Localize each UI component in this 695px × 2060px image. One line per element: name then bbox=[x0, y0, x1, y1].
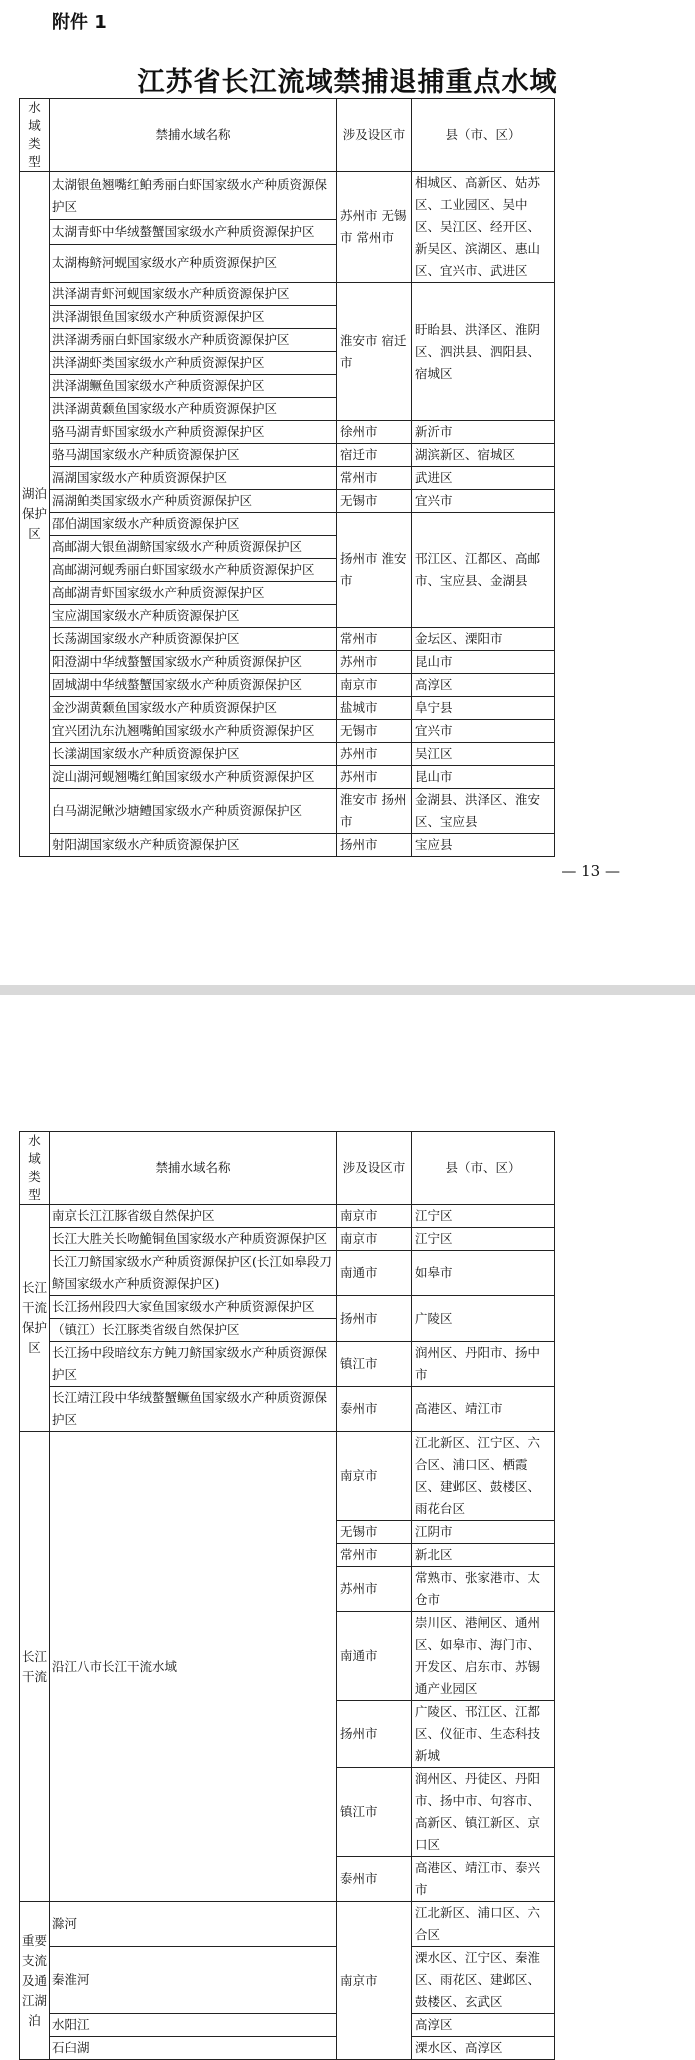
water-name-cell: 射阳湖国家级水产种质资源保护区 bbox=[50, 834, 337, 857]
city-cell: 常州市 bbox=[337, 467, 412, 490]
table-body-part1 bbox=[20, 172, 555, 857]
county-cell: 江宁区 bbox=[412, 1205, 555, 1228]
city-cell: 淮安市 扬州市 bbox=[337, 789, 412, 834]
city-cell: 南京市 bbox=[337, 1432, 412, 1521]
water-name-cell: 太湖梅鲚河蚬国家级水产种质资源保护区 bbox=[50, 244, 337, 282]
page-separator bbox=[0, 985, 695, 995]
header-city: 涉及设区市 bbox=[337, 99, 412, 172]
water-name-cell: 洪泽湖秀丽白虾国家级水产种质资源保护区 bbox=[50, 329, 337, 352]
county-cell: 新北区 bbox=[412, 1544, 555, 1567]
table-row bbox=[20, 674, 555, 697]
table-row bbox=[20, 490, 555, 513]
county-cell: 常熟市、张家港市、太仓市 bbox=[412, 1567, 555, 1612]
city-cell: 苏州市 bbox=[337, 766, 412, 789]
water-type-cell: 长江干流保护区 bbox=[20, 1205, 50, 1432]
county-cell: 宜兴市 bbox=[412, 720, 555, 743]
city-cell: 无锡市 bbox=[337, 1521, 412, 1544]
table-row bbox=[20, 628, 555, 651]
attachment-label: 附件 1 bbox=[52, 12, 107, 33]
county-cell: 湖滨新区、宿城区 bbox=[412, 444, 555, 467]
water-name-cell: 淀山湖河蚬翘嘴红鲌国家级水产种质资源保护区 bbox=[50, 766, 337, 789]
table-row bbox=[20, 1228, 555, 1251]
city-cell: 镇江市 bbox=[337, 1768, 412, 1857]
document-page-2 bbox=[0, 995, 695, 2055]
water-name-cell: 南京长江江豚省级自然保护区 bbox=[50, 1205, 337, 1228]
water-type-cell: 长江干流 bbox=[20, 1432, 50, 1902]
city-cell: 南京市 bbox=[337, 1902, 412, 2060]
water-type-cell: 湖泊保护区 bbox=[20, 172, 50, 857]
city-cell: 南京市 bbox=[337, 674, 412, 697]
page-number: — 13 — bbox=[561, 862, 620, 880]
county-cell: 崇川区、港闸区、通州区、如皋市、海门市、开发区、启东市、苏锡通产业园区 bbox=[412, 1612, 555, 1701]
table-row bbox=[20, 1387, 555, 1432]
county-cell: 金湖县、洪泽区、淮安区、宝应县 bbox=[412, 789, 555, 834]
table-row bbox=[20, 1296, 555, 1319]
county-cell: 广陵区 bbox=[412, 1296, 555, 1342]
county-cell: 润州区、丹阳市、扬中市 bbox=[412, 1342, 555, 1387]
county-cell: 金坛区、溧阳市 bbox=[412, 628, 555, 651]
water-name-cell: 高邮湖青虾国家级水产种质资源保护区 bbox=[50, 582, 337, 605]
header-county: 县（市、区） bbox=[412, 99, 555, 172]
document-title: 江苏省长江流域禁捕退捕重点水域 bbox=[137, 67, 558, 98]
water-name-cell: 滁河 bbox=[50, 1902, 337, 1947]
water-name-cell: 高邮湖大银鱼湖鲚国家级水产种质资源保护区 bbox=[50, 536, 337, 559]
city-cell: 扬州市 bbox=[337, 834, 412, 857]
city-cell: 镇江市 bbox=[337, 1342, 412, 1387]
water-name-cell: 长江靖江段中华绒螯蟹鳜鱼国家级水产种质资源保护区 bbox=[50, 1387, 337, 1432]
header-water-name: 禁捕水域名称 bbox=[50, 99, 337, 172]
county-cell: 溧水区、江宁区、秦淮区、雨花区、建邺区、鼓楼区、玄武区 bbox=[412, 1947, 555, 2014]
county-cell: 盱眙县、洪泽区、淮阴区、泗洪县、泗阳县、宿城区 bbox=[412, 283, 555, 421]
fishing-ban-table-part2 bbox=[19, 1131, 555, 2060]
city-cell: 苏州市 无锡市 常州市 bbox=[337, 172, 412, 283]
water-name-cell: 骆马湖国家级水产种质资源保护区 bbox=[50, 444, 337, 467]
city-cell: 常州市 bbox=[337, 628, 412, 651]
water-name-cell: 秦淮河 bbox=[50, 1947, 337, 2014]
county-cell: 高淳区 bbox=[412, 2014, 555, 2037]
county-cell: 高港区、靖江市 bbox=[412, 1387, 555, 1432]
water-name-cell: 洪泽湖黄颡鱼国家级水产种质资源保护区 bbox=[50, 398, 337, 421]
water-name-cell: 水阳江 bbox=[50, 2014, 337, 2037]
table-row bbox=[20, 513, 555, 536]
county-cell: 广陵区、邗江区、江都区、仪征市、生态科技新城 bbox=[412, 1701, 555, 1768]
header-water-type: 水域类型 bbox=[20, 99, 50, 172]
water-name-cell: 宜兴团氿东氿翘嘴鲌国家级水产种质资源保护区 bbox=[50, 720, 337, 743]
water-name-cell: 长江扬中段暗纹东方鲀刀鲚国家级水产种质资源保护区 bbox=[50, 1342, 337, 1387]
table-row bbox=[20, 444, 555, 467]
county-cell: 吴江区 bbox=[412, 743, 555, 766]
water-name-cell: 石臼湖 bbox=[50, 2037, 337, 2060]
water-name-cell: 长荡湖国家级水产种质资源保护区 bbox=[50, 628, 337, 651]
county-cell: 江北新区、浦口区、六合区 bbox=[412, 1902, 555, 1947]
table-header-row bbox=[20, 1132, 555, 1205]
water-name-cell: 邵伯湖国家级水产种质资源保护区 bbox=[50, 513, 337, 536]
table-row bbox=[20, 1342, 555, 1387]
water-name-cell: 洪泽湖青虾河蚬国家级水产种质资源保护区 bbox=[50, 283, 337, 306]
water-name-cell: 滆湖鲌类国家级水产种质资源保护区 bbox=[50, 490, 337, 513]
county-cell: 昆山市 bbox=[412, 651, 555, 674]
city-cell: 扬州市 bbox=[337, 1296, 412, 1342]
header-water-type: 水域类型 bbox=[20, 1132, 50, 1205]
county-cell: 昆山市 bbox=[412, 766, 555, 789]
document-page-1 bbox=[0, 0, 695, 985]
water-name-cell: 金沙湖黄颡鱼国家级水产种质资源保护区 bbox=[50, 697, 337, 720]
county-cell: 江阴市 bbox=[412, 1521, 555, 1544]
county-cell: 润州区、丹徒区、丹阳市、扬中市、句容市、高新区、镇江新区、京口区 bbox=[412, 1768, 555, 1857]
city-cell: 苏州市 bbox=[337, 651, 412, 674]
water-name-cell: 白马湖泥鳅沙塘鳢国家级水产种质资源保护区 bbox=[50, 789, 337, 834]
city-cell: 无锡市 bbox=[337, 490, 412, 513]
county-cell: 高港区、靖江市、泰兴市 bbox=[412, 1857, 555, 1902]
water-name-cell: （镇江）长江豚类省级自然保护区 bbox=[50, 1319, 337, 1342]
city-cell: 徐州市 bbox=[337, 421, 412, 444]
table-row bbox=[20, 743, 555, 766]
city-cell: 泰州市 bbox=[337, 1857, 412, 1902]
water-name-cell: 长江扬州段四大家鱼国家级水产种质资源保护区 bbox=[50, 1296, 337, 1319]
header-city: 涉及设区市 bbox=[337, 1132, 412, 1205]
city-cell: 南通市 bbox=[337, 1612, 412, 1701]
water-name-cell: 洪泽湖虾类国家级水产种质资源保护区 bbox=[50, 352, 337, 375]
table-row bbox=[20, 2014, 555, 2037]
water-name-cell: 滆湖国家级水产种质资源保护区 bbox=[50, 467, 337, 490]
county-cell: 高淳区 bbox=[412, 674, 555, 697]
table-row bbox=[20, 697, 555, 720]
table-row bbox=[20, 2037, 555, 2060]
water-name-cell: 太湖青虾中华绒螯蟹国家级水产种质资源保护区 bbox=[50, 220, 337, 245]
water-name-cell: 洪泽湖银鱼国家级水产种质资源保护区 bbox=[50, 306, 337, 329]
county-cell: 阜宁县 bbox=[412, 697, 555, 720]
city-cell: 扬州市 淮安市 bbox=[337, 513, 412, 628]
county-cell: 新沂市 bbox=[412, 421, 555, 444]
header-water-name: 禁捕水域名称 bbox=[50, 1132, 337, 1205]
city-cell: 淮安市 宿迁市 bbox=[337, 283, 412, 421]
county-cell: 江宁区 bbox=[412, 1228, 555, 1251]
water-name-cell: 沿江八市长江干流水域 bbox=[50, 1432, 337, 1902]
water-name-cell: 长江大胜关长吻鮠铜鱼国家级水产种质资源保护区 bbox=[50, 1228, 337, 1251]
city-cell: 苏州市 bbox=[337, 1567, 412, 1612]
fishing-ban-table-part1 bbox=[19, 98, 555, 857]
table-row bbox=[20, 421, 555, 444]
county-cell: 宝应县 bbox=[412, 834, 555, 857]
water-name-cell: 固城湖中华绒螯蟹国家级水产种质资源保护区 bbox=[50, 674, 337, 697]
water-name-cell: 宝应湖国家级水产种质资源保护区 bbox=[50, 605, 337, 628]
water-type-cell: 重要支流及通江湖泊 bbox=[20, 1902, 50, 2060]
city-cell: 无锡市 bbox=[337, 720, 412, 743]
table-row bbox=[20, 1902, 555, 1947]
city-cell: 南通市 bbox=[337, 1251, 412, 1296]
table-row bbox=[20, 651, 555, 674]
water-name-cell: 长江刀鲚国家级水产种质资源保护区(长江如皋段刀鲚国家级水产种质资源保护区) bbox=[50, 1251, 337, 1296]
city-cell: 泰州市 bbox=[337, 1387, 412, 1432]
table-body-part2 bbox=[20, 1205, 555, 2060]
county-cell: 如皋市 bbox=[412, 1251, 555, 1296]
city-cell: 苏州市 bbox=[337, 743, 412, 766]
city-cell: 盐城市 bbox=[337, 697, 412, 720]
table-row bbox=[20, 720, 555, 743]
table-row bbox=[20, 1947, 555, 2014]
county-cell: 溧水区、高淳区 bbox=[412, 2037, 555, 2060]
water-name-cell: 长漾湖国家级水产种质资源保护区 bbox=[50, 743, 337, 766]
city-cell: 南京市 bbox=[337, 1228, 412, 1251]
water-name-cell: 太湖银鱼翘嘴红鲌秀丽白虾国家级水产种质资源保护区 bbox=[50, 172, 337, 220]
county-cell: 江北新区、江宁区、六合区、浦口区、栖霞区、建邺区、鼓楼区、雨花台区 bbox=[412, 1432, 555, 1521]
table-row bbox=[20, 467, 555, 490]
table-row bbox=[20, 1251, 555, 1296]
county-cell: 宜兴市 bbox=[412, 490, 555, 513]
table-row bbox=[20, 766, 555, 789]
city-cell: 常州市 bbox=[337, 1544, 412, 1567]
county-cell: 相城区、高新区、姑苏区、工业园区、吴中区、吴江区、经开区、新吴区、滨湖区、惠山区、宜兴市、武进区 bbox=[412, 172, 555, 283]
table-row bbox=[20, 172, 555, 220]
water-name-cell: 骆马湖青虾国家级水产种质资源保护区 bbox=[50, 421, 337, 444]
table-row bbox=[20, 789, 555, 834]
county-cell: 武进区 bbox=[412, 467, 555, 490]
city-cell: 扬州市 bbox=[337, 1701, 412, 1768]
county-cell: 邗江区、江都区、高邮市、宝应县、金湖县 bbox=[412, 513, 555, 628]
table-row bbox=[20, 283, 555, 306]
table-row bbox=[20, 1432, 555, 1521]
city-cell: 南京市 bbox=[337, 1205, 412, 1228]
header-county: 县（市、区） bbox=[412, 1132, 555, 1205]
water-name-cell: 阳澄湖中华绒螯蟹国家级水产种质资源保护区 bbox=[50, 651, 337, 674]
city-cell: 宿迁市 bbox=[337, 444, 412, 467]
table-row bbox=[20, 1205, 555, 1228]
water-name-cell: 高邮湖河蚬秀丽白虾国家级水产种质资源保护区 bbox=[50, 559, 337, 582]
table-row bbox=[20, 834, 555, 857]
water-name-cell: 洪泽湖鳜鱼国家级水产种质资源保护区 bbox=[50, 375, 337, 398]
table-header-row bbox=[20, 99, 555, 172]
